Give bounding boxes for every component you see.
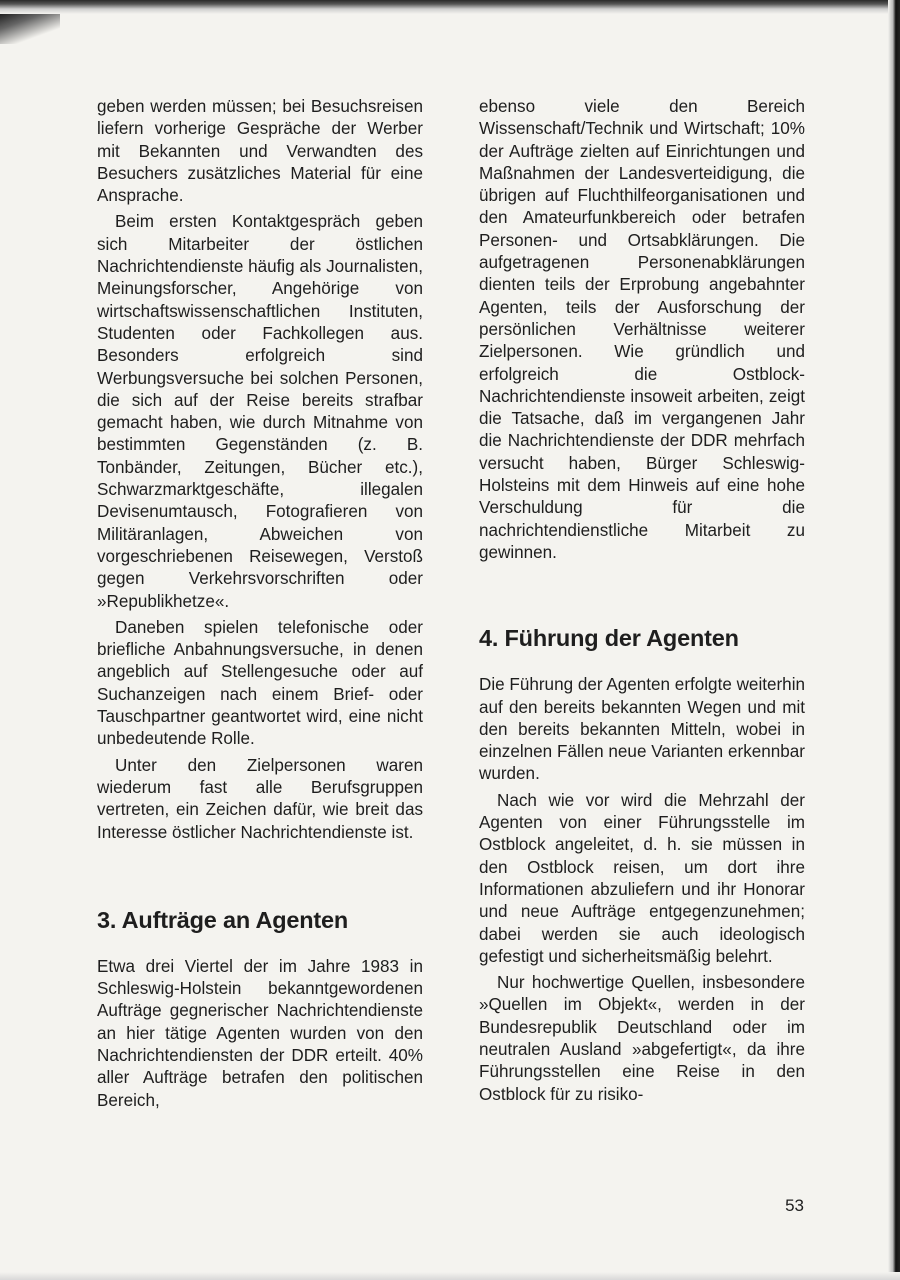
paragraph: geben werden müssen; bei Besuchsreisen liefern vorherige Gespräche der Werber mit Bekannten und Verwandten des Besuchers zusätzliches Material für eine Ansprache.	[97, 97, 423, 206]
section-heading-fuehrung: 4. Führung der Agenten	[479, 625, 739, 652]
scan-edge-corner	[0, 14, 60, 44]
paragraph: Nur hochwertige Quellen, insbesondere »Quellen im Objekt«, werden in der Bundesrepublik Deutschland oder im neutralen Ausland »abgefertigt«, da ihre Führungsstellen eine Reise in den Ostblock für zu risiko-	[479, 973, 805, 1104]
paragraph: Nach wie vor wird die Mehrzahl der Agenten von einer Führungsstelle im Ostblock angeleitet, d. h. sie müssen in den Ostblock reisen, um dort ihre Informationen abzuliefern und ihr Honorar und neue Aufträge entgegenzunehmen; dabei werden sie auch ideologisch gefestigt und sicherheitsmäßig belehrt.	[479, 790, 805, 966]
paragraph: ebenso viele den Bereich Wissenschaft/Technik und Wirtschaft; 10% der Aufträge zielten auf Einrichtungen und Maßnahmen der Landesverteidigung, die übrigen auf Fluchthilfeorganisationen und den Amateurfunkbereich oder betrafen Personen- und Ortsabklärungen. Die aufgetragenen Personenabklärungen dienten teils der Erprobung angebahnter Agenten, teils der Ausforschung der persönlichen Verhältnisse weiterer Zielpersonen. Wie gründlich und erfolgreich die Ostblock-Nachrichtendienste insoweit arbeiten, zeigt die Tatsache, daß im vergangenen Jahr die Nachrichtendienste der DDR mehrfach versucht haben, Bürger Schleswig-Holsteins mit dem Hinweis auf eine hohe Verschuldung für die nachrichtendienstliche Mitarbeit zu gewinnen.	[479, 97, 805, 562]
scan-edge-right	[888, 0, 900, 1280]
scan-edge-bottom	[0, 1272, 900, 1280]
paragraph: Unter den Zielpersonen waren wiederum fast alle Berufsgruppen vertreten, ein Zeichen dafür, wie breit das Interesse östlicher Nachrichtendienste ist.	[97, 755, 423, 842]
page-number: 53	[785, 1196, 804, 1215]
paragraph: Daneben spielen telefonische oder briefliche Anbahnungsversuche, in denen angeblich auf Stellengesuche oder auf Suchanzeigen nach einem Brief- oder Tauschpartner geantwortet wird, eine nicht unbedeutende Rolle.	[97, 617, 423, 749]
scan-edge-top	[0, 0, 900, 14]
right-column	[479, 96, 805, 1110]
paragraph: Beim ersten Kontaktgespräch geben sich Mitarbeiter der östlichen Nachrichtendienste häufig als Journalisten, Meinungsforscher, Angehörige von wirtschaftswissenschaftlichen Instituten, Studenten oder Fachkollegen aus. Besonders erfolgreich sind Werbungsversuche bei solchen Personen, die sich auf der Reise bereits strafbar gemacht haben, wie durch Mitnahme von bestimmten Gegenständen (z. B. Tonbänder, Zeitungen, Bücher etc.), Schwarzmarktgeschäfte, illegalen Devisenumtausch, Fotografieren von Militäranlagen, Abweichen von vorgeschriebenen Reisewegen, Verstoß gegen Verkehrsvorschriften oder »Republikhetze«.	[97, 212, 423, 611]
paragraph: Die Führung der Agenten erfolgte weiterhin auf den bereits bekannten Wegen und mit den bereits bekannten Mitteln, wobei in einzelnen Fällen neue Varianten erkennbar wurden.	[479, 675, 805, 784]
section-heading-auftraege: 3. Aufträge an Agenten	[97, 906, 349, 933]
left-column	[97, 96, 423, 1116]
paragraph: Etwa drei Viertel der im Jahre 1983 in Schleswig-Holstein bekanntgewordenen Aufträge gegnerischer Nachrichtendienste an hier tätige Agenten wurden von den Nachrichtendiensten der DDR erteilt. 40% aller Aufträge betrafen den politischen Bereich,	[97, 956, 423, 1110]
